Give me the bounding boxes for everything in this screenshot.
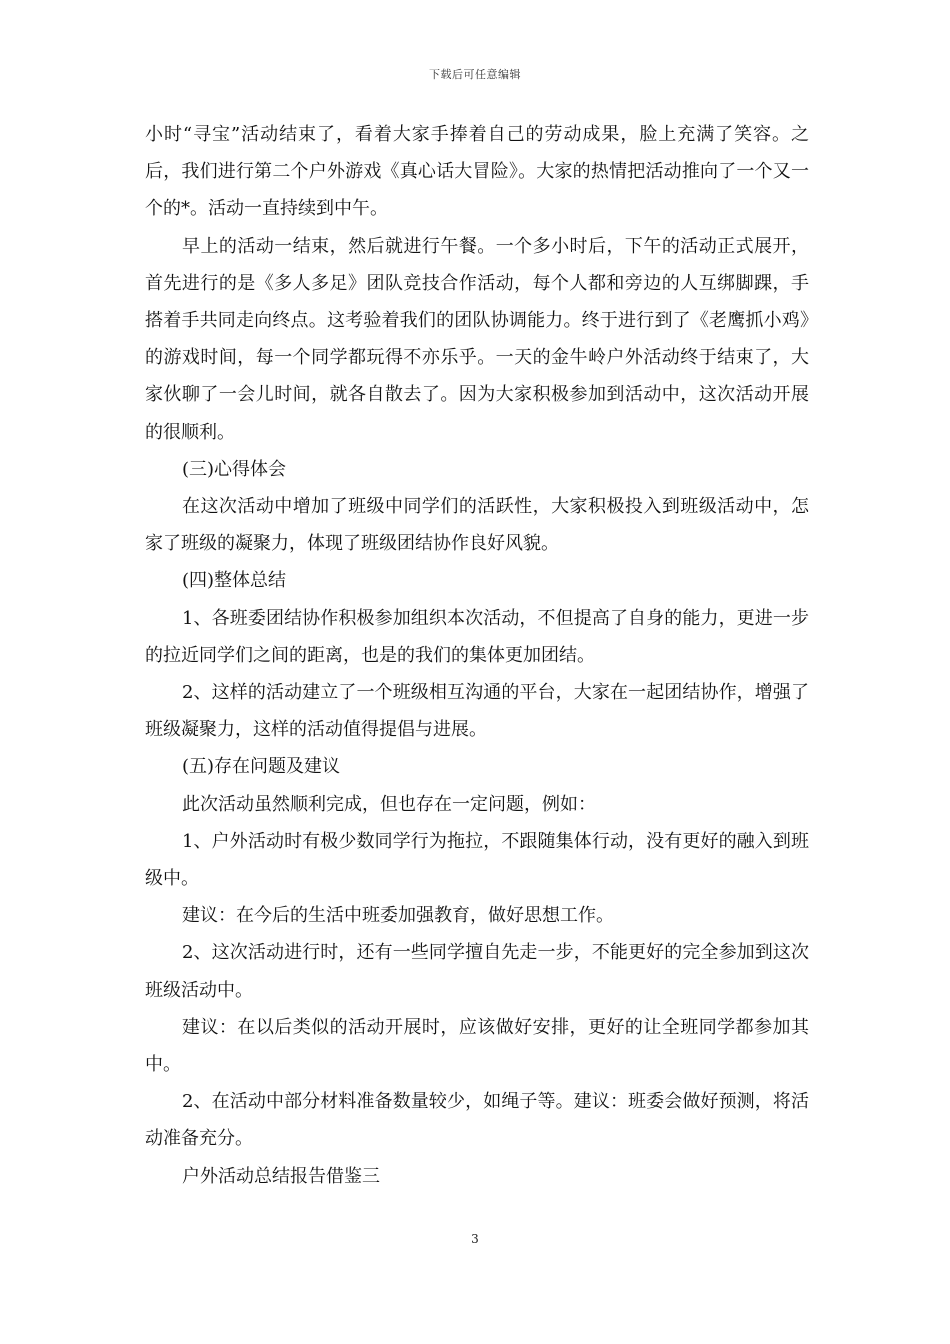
paragraph: 早上的活动一结束，然后就进行午餐。一个多小时后，下午的活动正式展开，首先进行的是《多人多足》团队竞技合作活动，每个人都和旁边的人互绑脚踝，手搭着手共同走向终点。这考验着我们的团队协调能力。终于进行到了《老鹰抓小鸡》的游戏时间，每一个同学都玩得不亦乐乎。一天的金牛岭户外活动终于结束了，大家伙聊了一会儿时间，就各自散去了。因为大家积极参加到活动中，这次活动开展的很顺利。: [145, 235, 809, 443]
section-heading: (五)存在问题及建议: [182, 756, 341, 778]
page-number: 3: [471, 1232, 479, 1246]
paragraph: 1、各班委团结协作积极参加组织本次活动，不但提高了自身的能力，更进一步的拉近同学们之间的距离，也是的我们的集体更加团结。: [145, 607, 809, 666]
paragraph: 2、这样的活动建立了一个班级相互沟通的平台，大家在一起团结协作，增强了班级凝聚力，这样的活动值得提倡与进展。: [145, 682, 809, 741]
section-heading: 户外活动总结报告借鉴三: [182, 1165, 380, 1187]
paragraph: 建议：在以后类似的活动开展时，应该做好安排，更好的让全班同学都参加其中。: [145, 1016, 809, 1076]
paragraph: 建议：在今后的生活中班委加强教育，做好思想工作。: [182, 905, 614, 927]
paragraph: 此次活动虽然顺利完成，但也存在一定问题，例如：: [182, 793, 596, 815]
document-body: [145, 116, 809, 1195]
paragraph: 在这次活动中增加了班级中同学们的活跃性，大家积极投入到班级活动中，怎家了班级的凝聚力，体现了班级团结协作良好风貌。: [145, 496, 809, 555]
page-header: 下载后可任意编辑: [429, 68, 521, 81]
section-heading: (四)整体总结: [182, 570, 287, 592]
section-heading: (三)心得体会: [182, 458, 287, 480]
paragraph: 1、户外活动时有极少数同学行为拖拉，不跟随集体行动，没有更好的融入到班级中。: [145, 830, 809, 890]
paragraph: 小时“寻宝”活动结束了，看着大家手捧着自己的劳动成果，脸上充满了笑容。之后，我们进行第二个户外游戏《真心话大冒险》。大家的热情把活动推向了一个又一个的*。活动一直持续到中午。: [145, 124, 809, 220]
paragraph: 2、在活动中部分材料准备数量较少，如绳子等。建议：班委会做好预测，将活动准备充分。: [145, 1091, 809, 1150]
paragraph: 2、这次活动进行时，还有一些同学擅自先走一步，不能更好的完全参加到这次班级活动中。: [145, 942, 809, 1001]
